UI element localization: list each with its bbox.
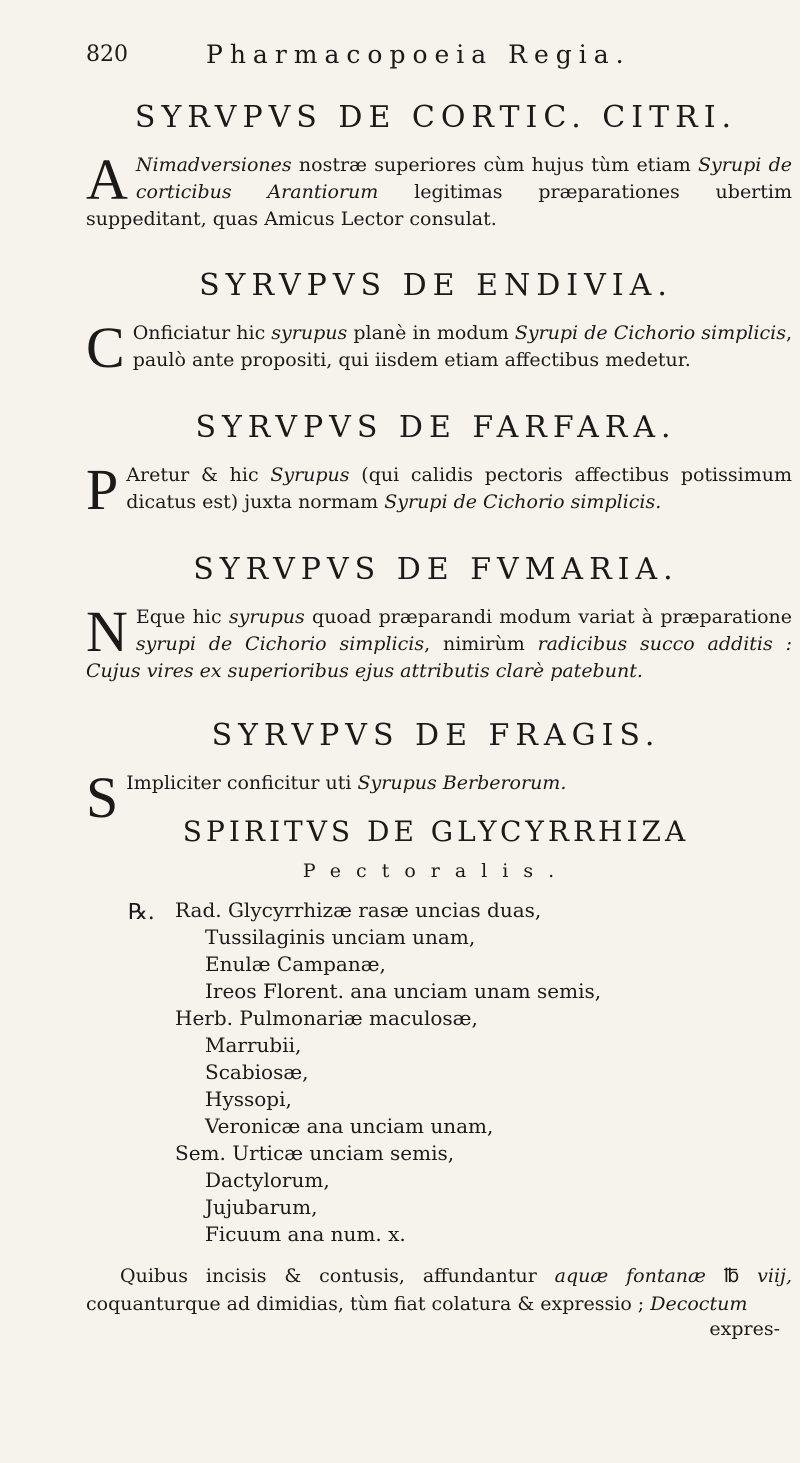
ingredient-line: Tussilaginis unciam unam,	[205, 925, 476, 949]
roman-text: nostræ superiores cùm hujus tùm etiam	[291, 154, 699, 176]
paragraph-text	[133, 322, 792, 371]
catchword: expres-	[709, 1318, 780, 1340]
paragraph-text	[126, 772, 566, 794]
section-title-farfara: SYRVPVS DE FARFARA.	[195, 410, 677, 445]
ingredient-line: Herb. Pulmonariæ maculosæ,	[175, 1006, 478, 1030]
ingredient-line: Veronicæ ana unciam unam,	[205, 1114, 494, 1138]
roman-text: Eque hic	[135, 606, 229, 628]
paragraph-text	[126, 464, 792, 513]
italic-text: Syrupi de corticibus Arantiorum	[135, 154, 792, 203]
ingredient-line: Marrubii,	[205, 1033, 302, 1057]
roman-text: quoad præparandi modum variat à præparatione	[304, 606, 792, 628]
italic-text: Syrupus Berberorum.	[357, 772, 567, 794]
italic-text: Nimadversiones	[135, 154, 292, 176]
paragraph-text	[86, 147, 792, 230]
section-body-endivia	[86, 315, 792, 380]
section-body-fumaria	[86, 599, 792, 685]
italic-text: radicibus succo additis : Cujus vires ex superioribus ejus attributis clarè patebunt.	[86, 633, 792, 682]
drop-cap: A	[86, 147, 128, 212]
roman-text: coquanturque ad dimidias, tùm fiat colatura & expressio ;	[86, 1293, 651, 1315]
drop-cap: C	[86, 315, 125, 380]
section-title-fragis: SYRVPVS DE FRAGIS.	[211, 718, 661, 753]
ingredient-line: Jujubarum,	[205, 1195, 318, 1219]
italic-text: Syrupi de Cichorio simplicis.	[384, 491, 662, 513]
italic-text: aquæ fontanæ	[554, 1265, 706, 1287]
roman-text: , nimirùm	[424, 633, 538, 655]
italic-text: viij,	[757, 1265, 792, 1287]
italic-text: Syrupus	[270, 464, 350, 486]
section-body-farfara	[86, 457, 792, 522]
roman-text: planè in modum	[347, 322, 515, 344]
italic-text: syrupi de Cichorio simplicis	[135, 633, 425, 655]
section-subtitle: Pectoralis.	[302, 860, 570, 882]
italic-text: syrupus	[228, 606, 305, 628]
italic-text: syrupus	[271, 322, 348, 344]
ingredient-line: Dactylorum,	[205, 1168, 330, 1192]
section-title-spiritus: SPIRITVS DE GLYCYRRHIZA	[182, 815, 690, 848]
ingredient-line: Enulæ Campanæ,	[205, 952, 386, 976]
recipe-symbol: ℞.	[128, 900, 155, 925]
page-number: 820	[86, 42, 128, 67]
roman-text: (qui calidis pectoris affectibus potissimum dicatus est) juxta normam	[126, 464, 792, 513]
page-header	[86, 40, 786, 76]
section-title-endivia: SYRVPVS DE ENDIVIA.	[199, 268, 673, 303]
ingredient-line: Ficuum ana num. x.	[205, 1222, 406, 1246]
drop-cap: S	[86, 765, 119, 830]
drop-cap: P	[86, 457, 119, 522]
drop-cap: N	[86, 599, 128, 664]
roman-text: Aretur & hic	[126, 464, 271, 486]
section-body-citri	[86, 147, 792, 233]
italic-text: Syrupi de Cichorio simplicis	[514, 322, 786, 344]
running-title: Pharmacopoeia Regia.	[206, 40, 631, 69]
section-title-citri: SYRVPVS DE CORTIC. CITRI.	[134, 100, 738, 135]
roman-text: legitimas præparationes ubertim suppeditant, quas Amicus Lector consulat.	[86, 181, 792, 230]
section-title-fumaria: SYRVPVS DE FVMARIA.	[193, 552, 679, 587]
roman-text: , paulò ante propositi, qui iisdem etiam affectibus medetur.	[132, 322, 792, 371]
ingredient-line: Hyssopi,	[205, 1087, 292, 1111]
italic-text: Decoctum	[650, 1293, 748, 1315]
roman-text: Impliciter conficitur uti	[126, 772, 358, 794]
roman-text: ℔	[705, 1265, 758, 1287]
ingredient-line: Rad. Glycyrrhizæ rasæ uncias duas,	[175, 898, 542, 922]
ingredient-line: Ireos Florent. ana unciam unam semis,	[205, 979, 602, 1003]
roman-text: Quibus incisis & contusis, affundantur	[120, 1265, 555, 1287]
closing-paragraph	[86, 1262, 792, 1318]
ingredient-line: Sem. Urticæ unciam semis,	[175, 1141, 455, 1165]
paragraph-text	[86, 599, 792, 682]
ingredient-line: Scabiosæ,	[205, 1060, 309, 1084]
roman-text: Onficiatur hic	[132, 322, 272, 344]
